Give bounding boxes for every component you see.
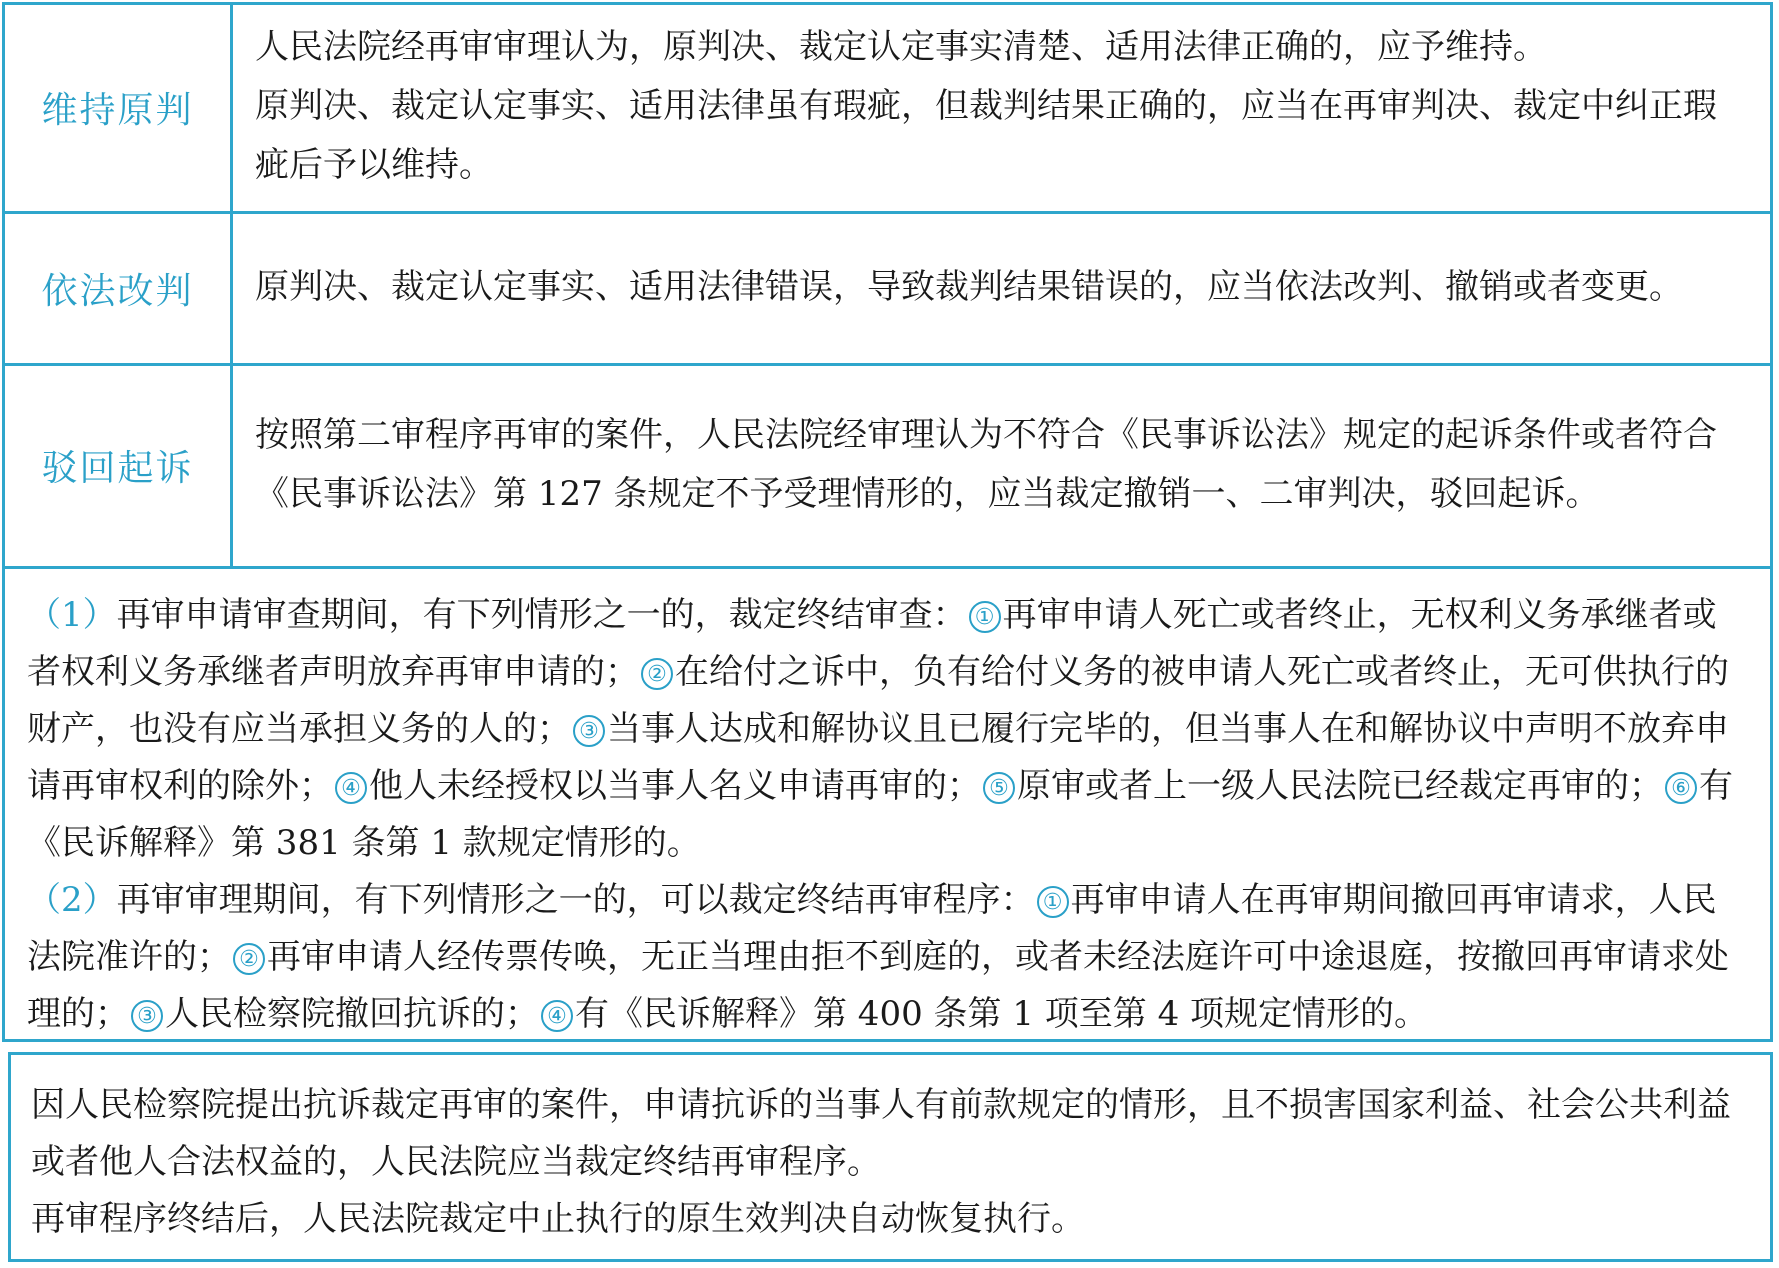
termination-notes (5, 569, 1770, 1039)
circled-number-2: ② (641, 658, 673, 690)
note-item: 有《民诉解释》第 381 条第 1 款规定情形的。 (27, 765, 1733, 863)
paragraph: 人民法院经再审审理认为，原判决、裁定认定事实清楚、适用法律正确的，应予维持。 (255, 27, 1547, 68)
note-intro: 再审申请审查期间，有下列情形之一的，裁定终结审查： (116, 594, 967, 635)
circled-number-6: ⑥ (1665, 772, 1697, 804)
note-item: 原审或者上一级人民法院已经裁定再审的； (1017, 765, 1663, 806)
note-item: 人民检察院撤回抗诉的； (165, 993, 539, 1034)
paragraph: 按照第二审程序再审的案件，人民法院经审理认为不符合《民事诉讼法》规定的起诉条件或者符合《民事诉讼法》第 127 条规定不予受理情形的，应当裁定撤销一、二审判决，驳回起诉。 (255, 414, 1717, 514)
note-review-termination (27, 587, 1748, 872)
note-item: 有《民诉解释》第 400 条第 1 项至第 4 项规定情形的。 (575, 993, 1429, 1034)
paragraph: 再审程序终结后，人民法院裁定中止执行的原生效判决自动恢复执行。 (31, 1199, 1085, 1239)
note-item: 在给付之诉中，负有给付义务的被申请人死亡或者终止，无可供执行的财产，也没有应当承担义务的人的； (27, 651, 1729, 749)
table-row (5, 5, 1770, 212)
procuratorate-protest-box (8, 1052, 1773, 1262)
note-item: 再审申请人经传票传唤，无正当理由拒不到庭的，或者未经法庭许可中途退庭，按撤回再审请求处理的； (27, 936, 1729, 1034)
circled-number-1: ① (1037, 886, 1069, 918)
note-retrial-termination (27, 872, 1748, 1043)
row-content (232, 212, 1771, 364)
row-content (232, 5, 1771, 212)
note-item: 再审申请人在再审期间撤回再审请求，人民法院准许的； (27, 879, 1717, 977)
circled-number-1: ① (969, 601, 1001, 633)
note-number: （1） (27, 594, 117, 635)
paragraph: 原判决、裁定认定事实、适用法律虽有瑕疵，但裁判结果正确的，应当在再审判决、裁定中纠正瑕疵后予以维持。 (255, 86, 1717, 186)
rules-frame (2, 2, 1773, 1042)
row-label: 依法改判 (5, 212, 232, 364)
note-item: 当事人达成和解协议且已履行完毕的，但当事人在和解协议中声明不放弃申请再审权利的除外； (27, 708, 1729, 806)
circled-number-4: ④ (541, 1000, 573, 1032)
note-item: 再审申请人死亡或者终止，无权利义务承继者或者权利义务承继者声明放弃再审申请的； (27, 594, 1717, 692)
retrial-outcomes-table (5, 5, 1770, 569)
note-intro: 再审审理期间，有下列情形之一的，可以裁定终结再审程序： (116, 879, 1035, 920)
row-content (232, 364, 1771, 567)
row-label: 驳回起诉 (5, 364, 232, 567)
paragraph: 因人民检察院提出抗诉裁定再审的案件，申请抗诉的当事人有前款规定的情形，且不损害国家利益、社会公共利益或者他人合法权益的，人民法院应当裁定终结再审程序。 (31, 1085, 1731, 1182)
circled-number-2: ② (233, 943, 265, 975)
circled-number-3: ③ (131, 1000, 163, 1032)
circled-number-4: ④ (335, 772, 367, 804)
note-item: 他人未经授权以当事人名义申请再审的； (369, 765, 981, 806)
table-row (5, 212, 1770, 364)
paragraph: 原判决、裁定认定事实、适用法律错误，导致裁判结果错误的，应当依法改判、撤销或者变更。 (255, 266, 1683, 307)
table-row (5, 364, 1770, 567)
note-number: （2） (27, 879, 117, 920)
row-label: 维持原判 (5, 5, 232, 212)
circled-number-5: ⑤ (983, 772, 1015, 804)
circled-number-3: ③ (573, 715, 605, 747)
